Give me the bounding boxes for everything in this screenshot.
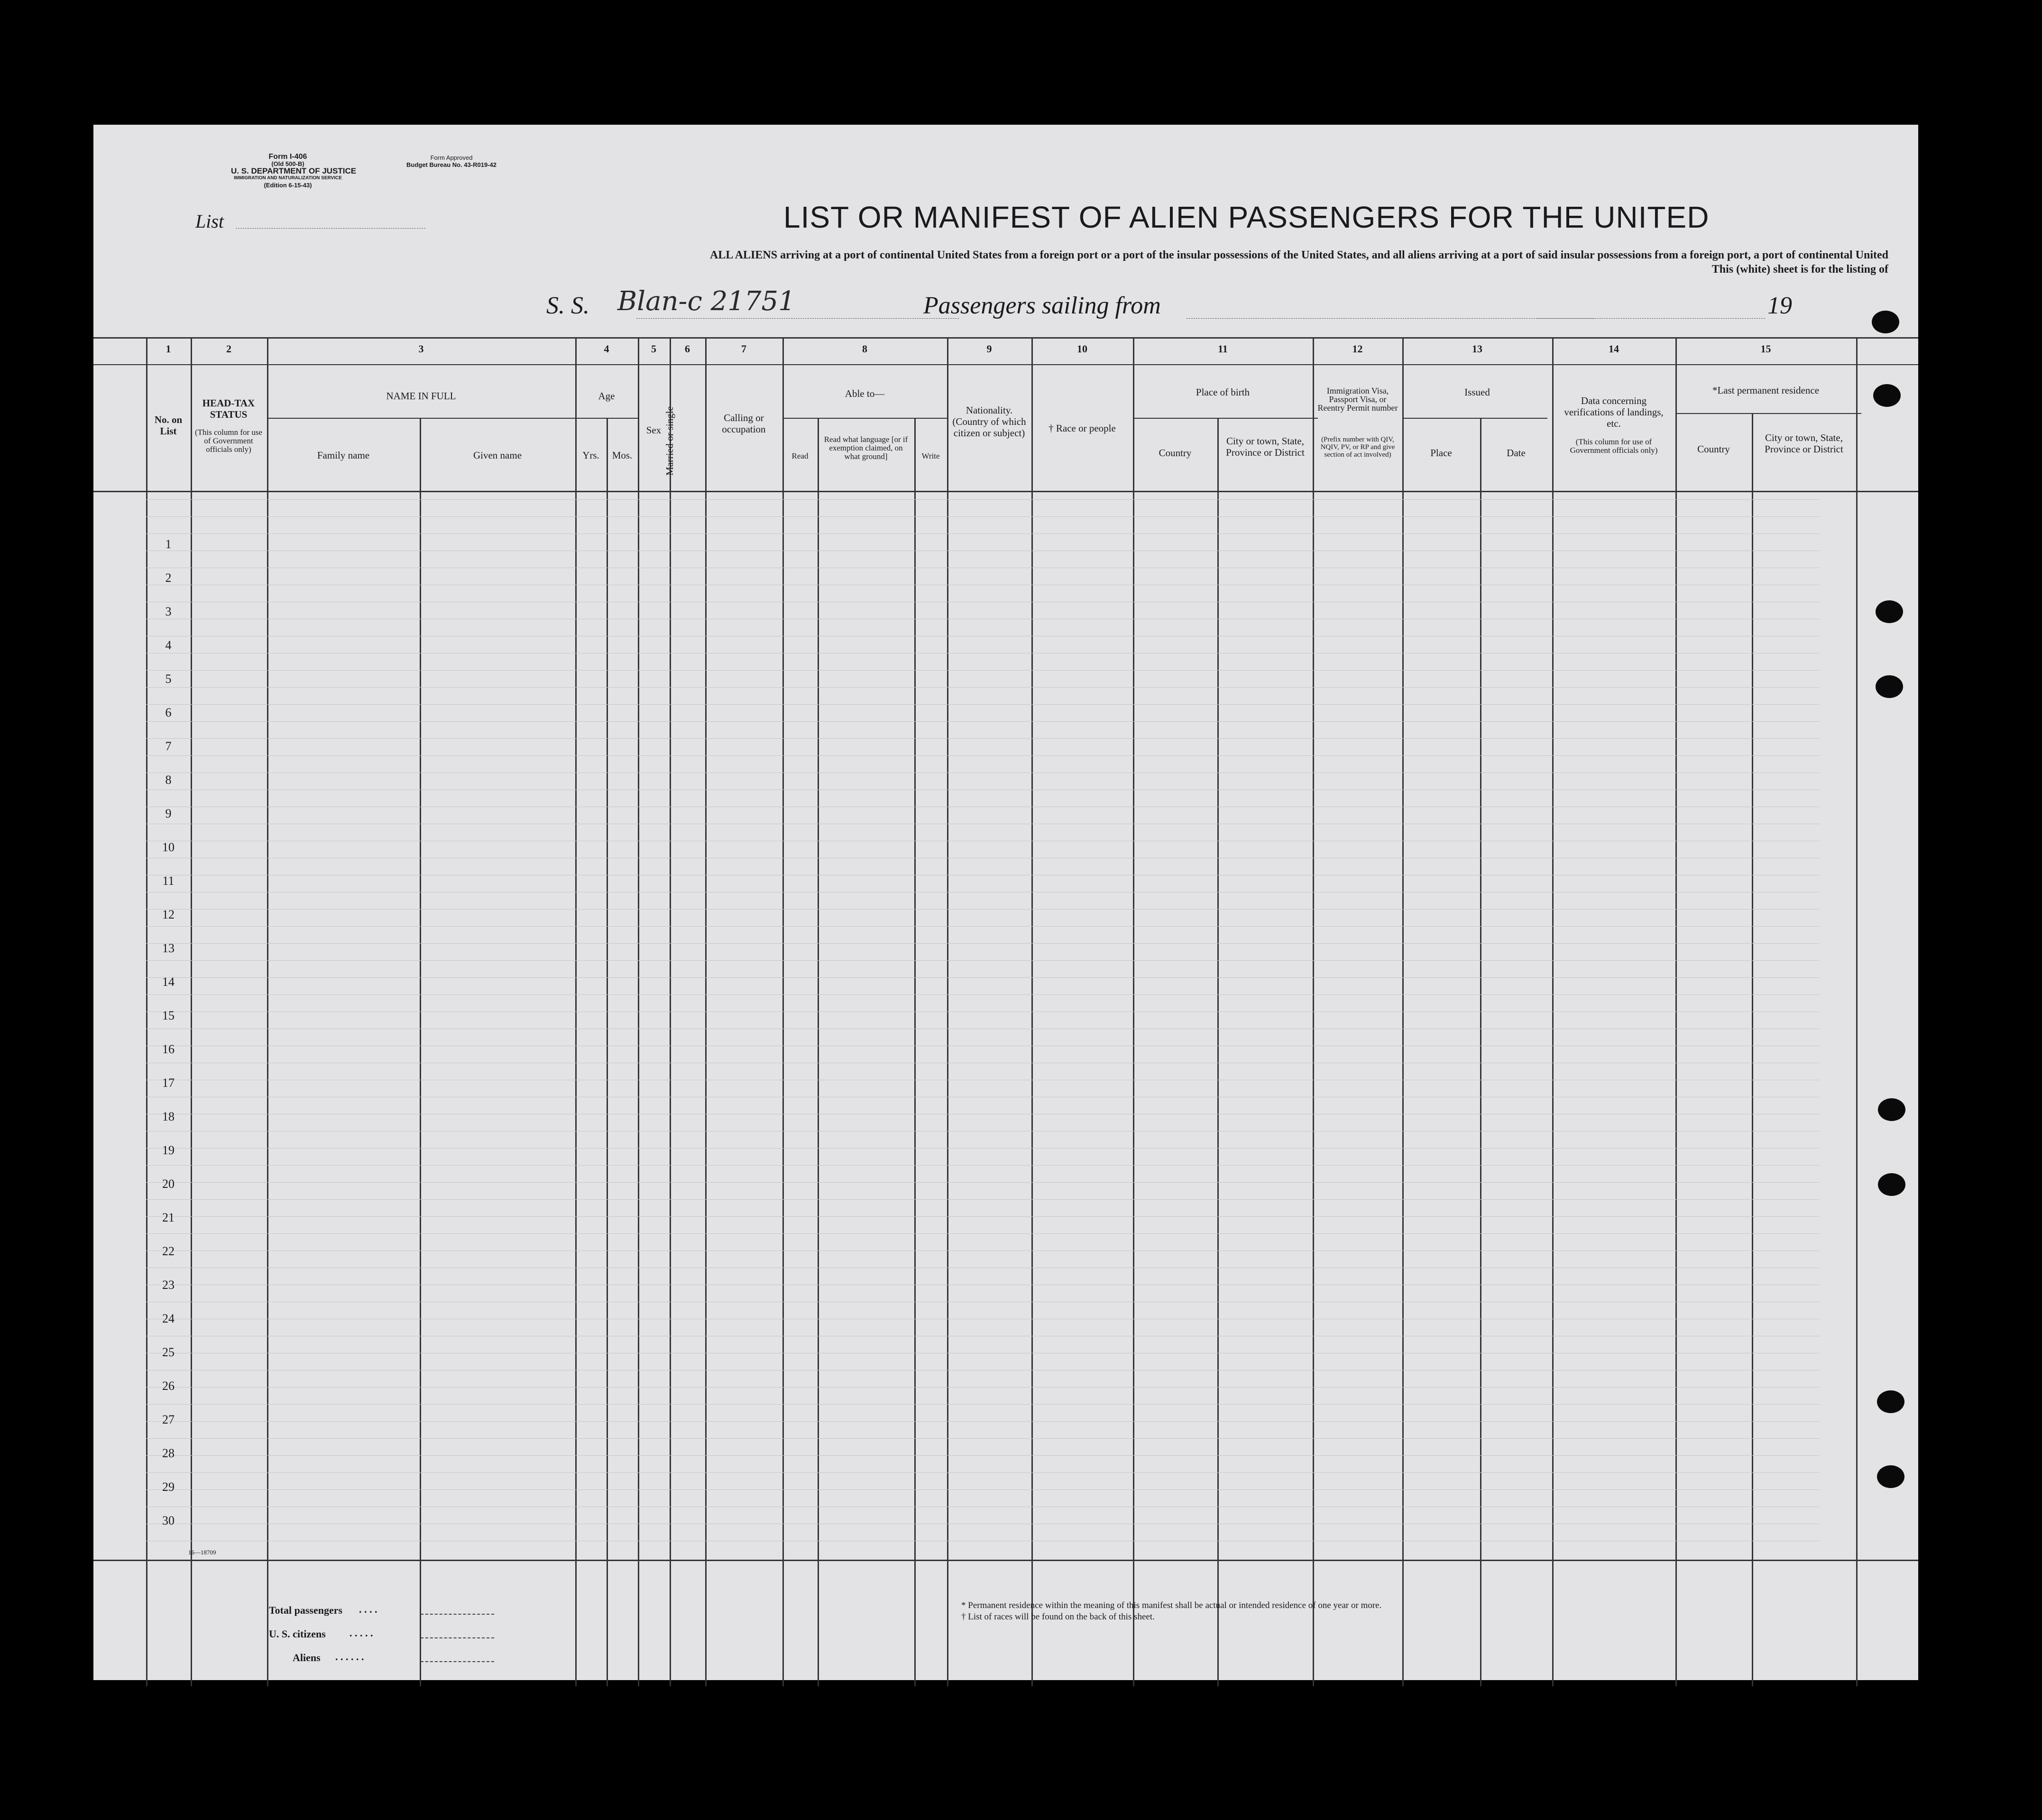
visa-header: Immigration Visa, Passport Visa, or Reentry Permit number (1317, 386, 1398, 413)
ruled-line (146, 1438, 1820, 1439)
sailing-date-field[interactable] (1537, 318, 1765, 319)
birth-sub-rule (1133, 418, 1318, 419)
row-number: 22 (162, 1244, 175, 1258)
ruled-line (146, 670, 1820, 671)
data-concerning-note: (This column for use of Government officials only) (1570, 437, 1658, 455)
total-passengers-dots: . . . . (359, 1603, 377, 1615)
birth-country-header: Country (1159, 447, 1192, 459)
col-number-6: 6 (685, 343, 690, 355)
form-number: Form I-406 (268, 153, 307, 161)
us-citizens-field[interactable] (421, 1637, 494, 1638)
list-label: List (195, 211, 224, 232)
col-rule (1480, 419, 1481, 1686)
residence-sub-rule (1676, 413, 1861, 414)
col-rule (1752, 414, 1753, 1686)
row-number: 3 (165, 605, 172, 618)
col-number-1: 1 (166, 343, 171, 355)
row-number: 1 (165, 537, 172, 551)
place-of-birth-header: Place of birth (1196, 386, 1250, 398)
subtitle-2: This (white) sheet is for the listing of (1711, 263, 1888, 276)
issued-date-header: Date (1507, 447, 1526, 459)
married-header: Married or single (664, 406, 675, 476)
approval-line1: Form Approved (430, 154, 473, 161)
data-concerning-header: Data concerning verifications of landings, etc. (1564, 395, 1664, 429)
row-number: 12 (162, 908, 175, 921)
col-number-11: 11 (1218, 343, 1228, 355)
ruled-line (146, 1199, 1820, 1200)
ruled-line (146, 687, 1820, 688)
family-name-header: Family name (317, 450, 370, 461)
issued-sub-rule (1402, 418, 1547, 419)
row-number: 7 (165, 739, 172, 753)
punch-hole (1877, 1465, 1904, 1488)
aliens-dots: . . . . . . (335, 1651, 364, 1663)
age-years-header: Yrs. (582, 450, 599, 461)
ruled-line (146, 533, 1820, 534)
table-bottom-rule (93, 1560, 1918, 1561)
col-rule (1217, 419, 1219, 1686)
row-number: 19 (162, 1143, 175, 1157)
ruled-line (146, 1165, 1820, 1166)
able-sub-rule (782, 418, 947, 419)
ruled-line (146, 1489, 1820, 1490)
row-number: 21 (162, 1211, 175, 1224)
table-top-rule (93, 337, 1918, 339)
row-number: 24 (162, 1312, 175, 1325)
row-number: 10 (162, 840, 175, 854)
subtitle: ALL ALIENS arriving at a port of continental United States from a foreign port or a port of the insular possessions of the United States, and all aliens arriving at a port of said insular possessions from a foreign port, a port of continental United (710, 249, 1888, 261)
ship-name-handwritten: Blan-c 21751 (617, 286, 795, 317)
issued-place-header: Place (1430, 447, 1452, 459)
col-number-9: 9 (986, 343, 992, 355)
col-rule (420, 419, 421, 1686)
row-number: 14 (162, 975, 175, 989)
row-number: 27 (162, 1413, 175, 1426)
ruled-line (146, 994, 1820, 995)
aliens-label: Aliens (293, 1652, 321, 1664)
punch-hole (1876, 675, 1903, 698)
ruled-line (146, 926, 1820, 927)
ruled-line (146, 1216, 1820, 1217)
form-old-number: (Old 500-B) (271, 160, 304, 167)
ruled-line (146, 1472, 1820, 1473)
year-prefix: 19 (1767, 292, 1792, 319)
given-name-header: Given name (473, 450, 522, 461)
punch-hole (1873, 384, 1901, 407)
punch-hole (1878, 1098, 1905, 1121)
footnote-races: † List of races will be found on the back of this sheet. (961, 1612, 1155, 1622)
visa-note: (Prefix number with QIV, NQIV, PV, or RP and give section of act involved) (1320, 436, 1395, 459)
row-number: 29 (162, 1480, 175, 1494)
able-to-header: Able to— (845, 388, 885, 399)
row-number: 18 (162, 1110, 175, 1123)
ruled-line (146, 943, 1820, 944)
ruled-line (146, 977, 1820, 978)
col-number-8: 8 (862, 343, 867, 355)
approval-block (392, 154, 511, 168)
approval-line2: Budget Bureau No. 43-R019-42 (406, 161, 497, 168)
col-number-13: 13 (1472, 343, 1482, 355)
row-number: 4 (165, 638, 172, 652)
ruled-line (146, 1250, 1820, 1251)
col-number-5: 5 (651, 343, 656, 355)
no-on-list-header: No. on List (154, 414, 183, 437)
total-passengers-field[interactable] (421, 1614, 494, 1615)
service: IMMIGRATION AND NATURALIZATION SERVICE (234, 175, 342, 181)
col-number-7: 7 (741, 343, 746, 355)
ruled-line (146, 738, 1820, 739)
row-number: 8 (165, 773, 172, 787)
col-number-12: 12 (1352, 343, 1363, 355)
ruled-line (146, 1011, 1820, 1012)
ruled-line (146, 755, 1820, 756)
punch-hole (1872, 311, 1899, 333)
ruled-line (146, 1233, 1820, 1234)
footnote-permanent: * Permanent residence within the meaning of this manifest shall be actual or intended residence of one year or more. (961, 1600, 1382, 1610)
sailing-port-field[interactable] (1187, 318, 1594, 319)
punch-hole (1876, 600, 1903, 623)
ruled-line (146, 1387, 1820, 1388)
ruled-line (146, 1404, 1820, 1405)
col-number-10: 10 (1077, 343, 1087, 355)
issued-header: Issued (1464, 386, 1490, 398)
ruled-line (146, 1421, 1820, 1422)
total-passengers-label: Total passengers (269, 1604, 343, 1616)
col-number-14: 14 (1609, 343, 1619, 355)
printer-code: 16—18709 (188, 1549, 216, 1556)
row-number: 25 (162, 1345, 175, 1359)
row-number: 16 (162, 1042, 175, 1056)
row-number: 11 (162, 874, 175, 888)
write-header: Write (921, 451, 940, 460)
read-language-header: Read what language [or if exemption claimed, on what ground] (824, 435, 908, 461)
manifest-sheet (93, 125, 1918, 1680)
name-in-full-header: NAME IN FULL (386, 390, 456, 402)
ruled-line (146, 1148, 1820, 1149)
list-number-field[interactable] (236, 228, 425, 229)
row-number: 30 (162, 1514, 175, 1527)
calling-header: Calling or occupation (722, 412, 766, 435)
ruled-line (146, 704, 1820, 705)
punch-hole (1878, 1173, 1905, 1196)
punch-hole (1877, 1390, 1904, 1413)
ruled-line (146, 1455, 1820, 1456)
col-rule (607, 419, 608, 1686)
header-bottom-rule (93, 491, 1918, 492)
row-number: 26 (162, 1379, 175, 1393)
row-number: 2 (165, 571, 172, 585)
name-sub-rule (268, 418, 581, 419)
row-number: 23 (162, 1278, 175, 1292)
col-number-3: 3 (418, 343, 424, 355)
sex-header: Sex (646, 424, 662, 436)
col-number-2: 2 (226, 343, 231, 355)
age-months-header: Mos. (612, 450, 633, 461)
row-number: 20 (162, 1177, 175, 1191)
head-tax-header: HEAD-TAX STATUS (202, 397, 255, 420)
birth-city-header: City or town, State, Province or District (1226, 435, 1305, 458)
col-rule (818, 419, 819, 1686)
ruled-line (146, 909, 1820, 910)
row-number: 17 (162, 1076, 175, 1090)
residence-city-header: City or town, State, Province or District (1765, 432, 1843, 455)
row-number: 15 (162, 1009, 175, 1022)
row-number: 13 (162, 941, 175, 955)
form-block (231, 153, 357, 189)
residence-country-header: Country (1697, 443, 1730, 455)
ruled-line (146, 499, 1820, 500)
row-number: 9 (165, 807, 172, 820)
ss-label: S. S. (546, 292, 589, 319)
page-title: LIST OR MANIFEST OF ALIEN PASSENGERS FOR THE UNITED (783, 200, 1710, 234)
col-number-4: 4 (604, 343, 609, 355)
col-rule (914, 419, 916, 1686)
ruled-line (146, 772, 1820, 773)
ruled-line (146, 1182, 1820, 1183)
us-citizens-dots: . . . . . (350, 1627, 373, 1639)
row-number: 28 (162, 1446, 175, 1460)
ruled-line (146, 721, 1820, 722)
sailing-label: Passengers sailing from (923, 292, 1161, 319)
row-number: 6 (165, 706, 172, 719)
last-residence-header: *Last permanent residence (1712, 385, 1820, 396)
race-header: † Race or people (1049, 423, 1116, 434)
us-citizens-label: U. S. citizens (269, 1628, 326, 1640)
ruled-line (146, 516, 1820, 517)
ship-name-field[interactable] (636, 318, 959, 319)
nationality-header: Nationality. (Country of which citizen or subject) (952, 404, 1026, 439)
aliens-field[interactable] (421, 1661, 494, 1662)
edition: (Edition 6-15-43) (264, 182, 312, 189)
col-number-15: 15 (1760, 343, 1771, 355)
row-number: 5 (165, 672, 172, 686)
read-header: Read (791, 451, 809, 460)
age-header: Age (598, 390, 615, 402)
ruled-line (146, 960, 1820, 961)
department: U. S. DEPARTMENT OF JUSTICE (231, 166, 357, 175)
col-rule (1856, 337, 1858, 1686)
head-tax-note: (This column for use of Government officials only) (194, 428, 263, 454)
column-number-rule (93, 364, 1918, 365)
